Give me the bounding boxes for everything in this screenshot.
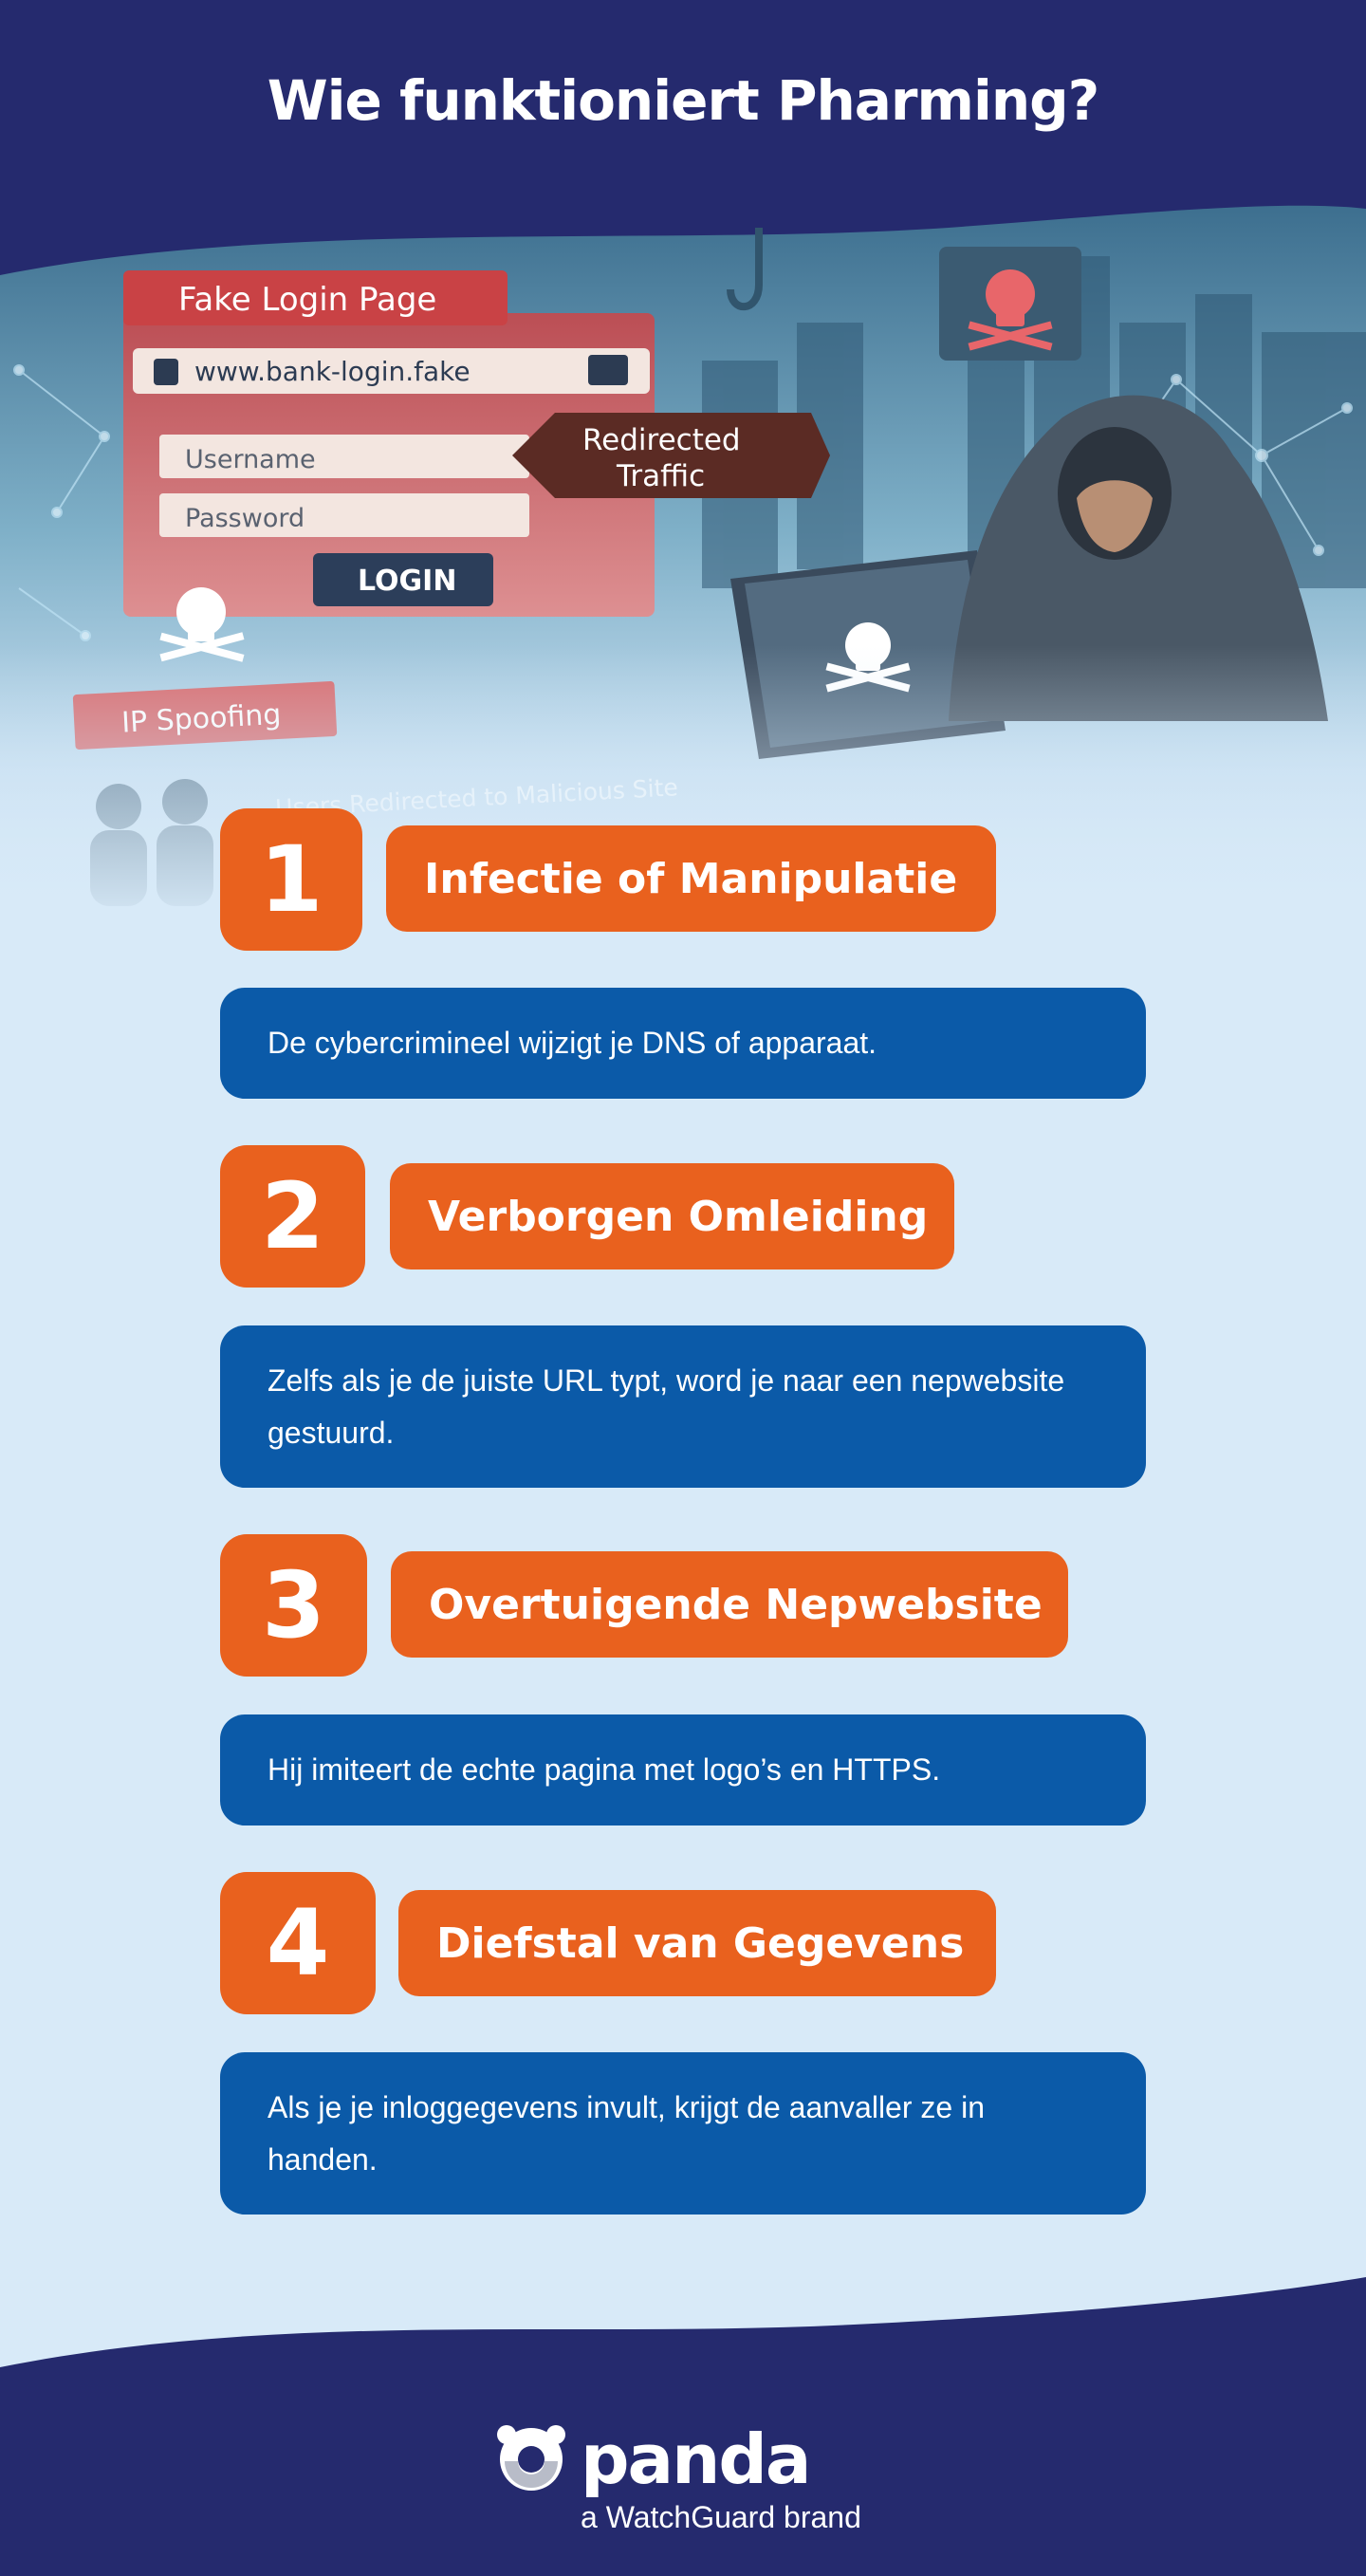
step-4-description: Als je je inloggegevens invult, krijgt de aanvaller ze in handen. — [220, 2052, 1146, 2215]
brand-name: panda — [581, 2419, 810, 2499]
padlock-icon — [154, 359, 178, 385]
step-2-title: Verborgen Omleiding — [390, 1163, 954, 1269]
step-2-description: Zelfs als je de juiste URL typt, word je naar een nepwebsite gestuurd. — [220, 1325, 1146, 1488]
svg-text:LOGIN: LOGIN — [358, 565, 457, 598]
page-title: Wie funktioniert Pharming? — [267, 68, 1099, 133]
svg-text:Username: Username — [185, 445, 316, 474]
step-1-title: Infectie of Manipulatie — [386, 825, 996, 932]
step-4-title: Diefstal van Gegevens — [398, 1890, 996, 1996]
svg-text:Redirected: Redirected — [582, 423, 741, 457]
step-3-description: Hij imiteert de echte pagina met logo’s en HTTPS. — [220, 1714, 1146, 1825]
svg-text:www.bank-login.fake: www.bank-login.fake — [194, 356, 471, 387]
svg-text:Fake Login Page: Fake Login Page — [178, 281, 437, 319]
step-1-description: De cybercrimineel wijzigt je DNS of apparaat. — [220, 988, 1146, 1099]
step-4-number: 4 — [220, 1872, 376, 2014]
svg-text:Traffic: Traffic — [617, 459, 706, 493]
brand-tagline: a WatchGuard brand — [581, 2500, 861, 2534]
step-2-number: 2 — [220, 1145, 365, 1288]
svg-text:Password: Password — [185, 504, 305, 533]
step-3-number: 3 — [220, 1534, 367, 1677]
step-3-title: Overtuigende Nepwebsite — [391, 1551, 1068, 1658]
step-1-number: 1 — [220, 808, 362, 951]
hero-illustration — [0, 190, 1366, 930]
